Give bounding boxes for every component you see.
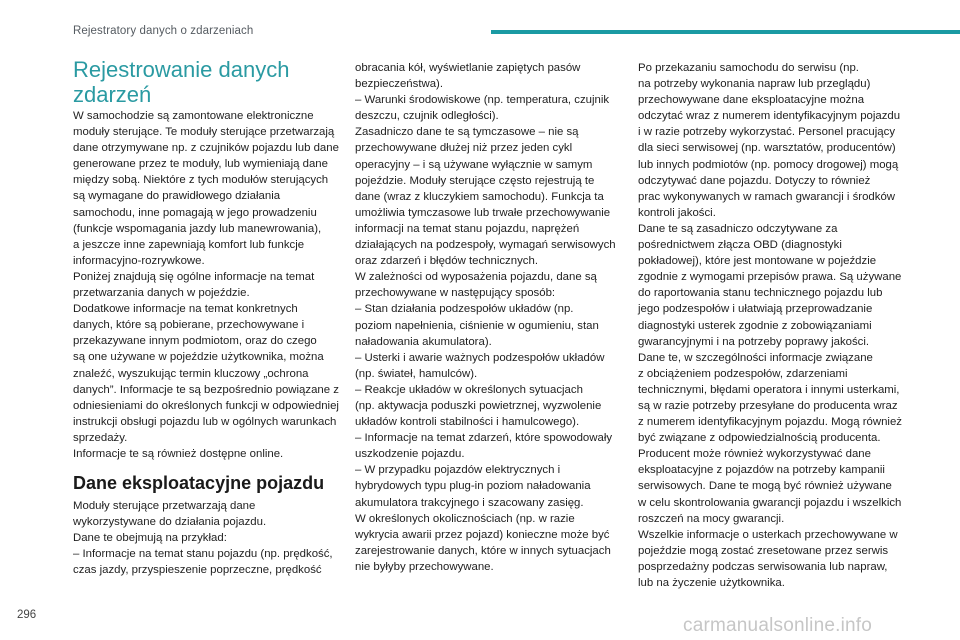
text-line: operacyjny – i są używane wyłącznie w samym: [355, 158, 593, 171]
text-line: odniesieniami do określonych funkcji w odpowiedniej: [73, 399, 339, 412]
text-line: lub innych podmiotów (np. pomocy drogowej) mogą: [638, 158, 899, 171]
text-line: (np. świateł, hamulców).: [355, 367, 478, 380]
text-line: roszczeń na mocy gwarancji.: [638, 512, 785, 525]
text-line: i w razie potrzeby wykorzystać. Personel pracujący: [638, 126, 896, 139]
text-line: a jeszcze inne zapewniają komfort lub funkcje: [73, 238, 305, 251]
section-title: [73, 57, 353, 107]
text-line: są wymagane do prawidłowego działania: [73, 190, 281, 203]
text-line: sprzedaży.: [73, 431, 128, 444]
text-line: (np. aktywacja poduszki powietrznej, wyzwolenie: [355, 399, 602, 412]
text-line: W samochodzie są zamontowane elektroniczne: [73, 110, 314, 122]
text-line: – Informacje na temat stanu pojazdu (np. prędkość,: [73, 548, 333, 561]
section-title-line: zdarzeń: [73, 82, 152, 107]
text-line: Informacje te są również dostępne online.: [73, 447, 284, 460]
text-line: W określonych okolicznościach (np. w razie: [355, 512, 575, 525]
text-line: (funkcje wspomagania jazdy lub manewrowania),: [73, 222, 322, 235]
text-line: informacji na temat stanu pojazdu, naprężeń: [355, 222, 580, 235]
text-line: przechowywane dane eksploatacyjne można: [638, 94, 865, 107]
text-line: wykorzystywane do działania pojazdu.: [73, 516, 267, 529]
text-line: przechowywane dłużej niż przez jeden cykl: [355, 142, 573, 155]
text-line: umożliwia tymczasowe lub trwałe przechowywanie: [355, 206, 611, 219]
text-line: wykrycia awarii przez pojazd) konieczne może być: [355, 528, 610, 541]
text-line: Dodatkowe informacje na temat konkretnych: [73, 303, 298, 316]
text-line: – Reakcje układów w określonych sytuacjach: [355, 383, 583, 396]
text-line: serwisowych. Dane te mogą być również używane: [638, 480, 892, 493]
text-line: Dane te obejmują na przykład:: [73, 532, 227, 545]
text-line: dla sieci serwisowej (np. warsztatów, producentów): [638, 142, 896, 155]
running-header-title: Rejestratory danych o zdarzeniach: [73, 25, 254, 37]
text-line: nie byłyby przechowywane.: [355, 560, 494, 573]
text-line: uszkodzenie pojazdu.: [355, 448, 465, 461]
text-line: deszczu, czujnik odległości).: [355, 110, 499, 123]
text-line: działających na podzespoły, wymagań serwisowych: [355, 239, 616, 252]
text-line: oraz zdarzeń i błędów technicznych.: [355, 255, 538, 268]
column-1-intro-text: [73, 108, 348, 462]
text-line: posprzedażny podczas serwisowania lub napraw,: [638, 560, 888, 573]
text-line: bezpieczeństwa).: [355, 78, 444, 91]
text-line: dane otrzymywane np. z czujników pojazdu lub dane: [73, 142, 339, 155]
text-line: eksploatacyjne z pojazdów na potrzeby kampanii: [638, 464, 885, 477]
text-line: odczytać wraz z numerem identyfikacyjnym pojazdu: [638, 110, 901, 123]
text-line: W zależności od wyposażenia pojazdu, dane są: [355, 271, 597, 284]
column-2-text: [355, 60, 630, 575]
text-line: być związane z odpowiedzialnością producenta.: [638, 432, 881, 445]
text-line: zarejestrowanie danych, które w innych sytuacjach: [355, 544, 611, 557]
subheading-operational-data: Dane eksploatacyjne pojazdu: [73, 473, 325, 493]
text-line: informacyjno-rozrywkowe.: [73, 254, 205, 267]
text-line: zgodnie z wymogami przepisów prawa. Są używane: [638, 271, 902, 284]
text-line: Dane te, w szczególności informacje związane: [638, 351, 873, 364]
column-1-operational-text: [73, 498, 348, 578]
text-line: znaleźć, wyszukując termin kluczowy „ochrona: [73, 367, 309, 380]
text-line: danych, które są pobierane, przechowywane i: [73, 319, 305, 332]
text-line: przechowywane w następujący sposób:: [355, 287, 556, 300]
text-line: naładowania akumulatora).: [355, 335, 492, 348]
text-line: odczytywać dane pojazdu. Dotyczy to również: [638, 174, 871, 187]
text-line: pojeździe mogą zostać zresetowane przez serwis: [638, 544, 889, 557]
text-line: między sobą. Niektóre z tych modułów sterujących: [73, 174, 329, 187]
text-line: z numerem identyfikacyjnym pojazdu. Mogą również: [638, 416, 902, 429]
text-line: dane (wraz z kluczykiem samochodu). Funkcja ta: [355, 190, 604, 203]
text-line: gwarancyjnymi i na potrzeby poprawy jakości.: [638, 335, 870, 348]
text-line: generowane przez te moduły, lub wymieniają dane: [73, 158, 328, 171]
watermark: carmanualsonline.info: [683, 615, 873, 636]
text-line: prac wykonywanych w ramach gwarancji i środków: [638, 190, 896, 203]
text-line: akumulatora trakcyjnego i szacowany zasięg.: [355, 496, 584, 509]
text-line: instrukcji obsługi pojazdu lub w ogólnych warunkach: [73, 415, 337, 428]
text-line: danych”. Informacje te są bezpośrednio powiązane z: [73, 383, 339, 396]
text-line: Po przekazaniu samochodu do serwisu (np.: [638, 62, 859, 74]
text-line: układów kontroli stabilności i hamulcowego).: [355, 416, 580, 429]
text-line: na potrzeby wykonania napraw lub przeglądu): [638, 78, 871, 91]
text-line: jego podzespołów i ułatwiają przeprowadzanie: [638, 303, 873, 316]
text-line: są one używane w pojeździe użytkownika, można: [73, 351, 324, 364]
header-accent-bar: [491, 30, 960, 34]
text-line: pośrednictwem złącza OBD (diagnostyki: [638, 239, 842, 252]
text-line: poziom napełnienia, ciśnienie w ogumieniu, stan: [355, 319, 599, 332]
page-number: 296: [17, 609, 37, 621]
text-line: Wszelkie informacje o usterkach przechowywane w: [638, 528, 898, 541]
text-line: z obciążeniem podzespołów, zdarzeniami: [638, 367, 848, 380]
text-line: obracania kół, wyświetlanie zapiętych pasów: [355, 62, 581, 74]
text-line: – Warunki środowiskowe (np. temperatura, czujnik: [355, 94, 610, 107]
text-line: – W przypadku pojazdów elektrycznych i: [355, 464, 561, 477]
text-line: przekazywane innym podmiotom, oraz do czego: [73, 335, 317, 348]
text-line: kontroli jakości.: [638, 206, 716, 219]
section-title-line: Rejestrowanie danych: [73, 57, 290, 82]
text-line: – Informacje na temat zdarzeń, które spowodowały: [355, 432, 613, 445]
text-line: do raportowania stanu technicznego pojazdu lub: [638, 287, 883, 300]
text-line: lub na życzenie użytkownika.: [638, 577, 785, 589]
text-line: samochodu, inne pomagają w jego prowadzeniu: [73, 206, 317, 219]
text-line: w celu skontrolowania gwarancji pojazdu i wszelkich: [638, 496, 902, 509]
text-line: – Stan działania podzespołów układów (np.: [355, 303, 574, 316]
text-line: czas jazdy, przyspieszenie poprzeczne, prędkość: [73, 564, 322, 577]
text-line: przetwarzania danych w pojeździe.: [73, 287, 250, 300]
text-line: moduły sterujące. Te moduły sterujące przetwarzają: [73, 126, 335, 139]
text-line: pojeździe. Moduły sterujące często rejestrują te: [355, 174, 595, 187]
text-line: hybrydowych typu plug-in poziom naładowania: [355, 480, 591, 493]
text-line: – Usterki i awarie ważnych podzespołów układów: [355, 351, 605, 364]
text-line: technicznymi, błędami operatora i innymi usterkami,: [638, 383, 900, 396]
text-line: Producent może również wykorzystywać dane: [638, 448, 871, 461]
text-line: pokładowej), które jest montowane w pojeździe: [638, 255, 877, 268]
text-line: Dane te są zasadniczo odczytywane za: [638, 222, 838, 235]
text-line: Poniżej znajdują się ogólne informacje na temat: [73, 270, 315, 283]
text-line: Moduły sterujące przetwarzają dane: [73, 500, 256, 512]
text-line: są w razie potrzeby przesyłane do producenta wraz: [638, 399, 898, 412]
column-3-text: [638, 60, 918, 591]
text-line: Zasadniczo dane te są tymczasowe – nie są: [355, 126, 579, 139]
text-line: diagnostyki usterek zgodnie z zobowiązaniami: [638, 319, 872, 332]
